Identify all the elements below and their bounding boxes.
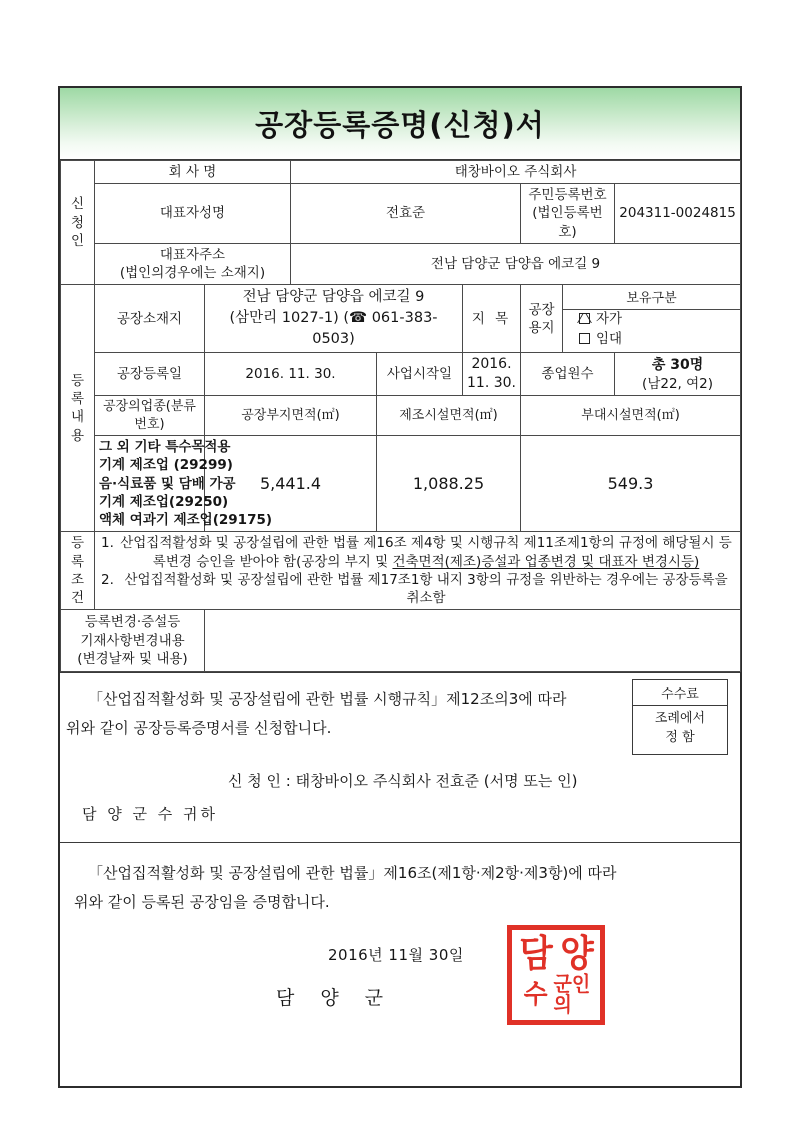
application-statement: 「산업집적활성화 및 공장설립에 관한 법률 시행규칙」제12조의3에 따라 위와 같이 공장등록증명서를 신청합니다. bbox=[66, 690, 567, 738]
label-change-content: 등록변경·증설등 기재사항변경내용 (변경날짜 및 내용) bbox=[61, 610, 205, 672]
page-title: 공장등록증명(신청)서 bbox=[255, 108, 545, 142]
label-reg-date: 공장등록일 bbox=[95, 353, 205, 396]
label-factory-location: 공장소재지 bbox=[95, 285, 205, 353]
checkbox-checked-icon[interactable] bbox=[579, 313, 590, 324]
title-banner bbox=[60, 88, 740, 160]
addressee-line: 담 양 군 수 귀하 bbox=[82, 804, 219, 823]
section-label-applicant: 신 청 인 bbox=[61, 161, 95, 285]
table-row-representative bbox=[61, 184, 741, 244]
label-start-date: 사업시작일 bbox=[377, 353, 463, 396]
value-company-name: 태창바이오 주식회사 bbox=[291, 161, 741, 184]
condition-item: 1. 산업집적활성화 및 공장설립에 관한 법률 제16조 제4항 및 시행규칙 제11조제1항의 규정에 해당될시 등록변경 승인을 받아야 함(공장의 부지 및 건축면적(제조)증설과 업종변경 및 대표자 변경시등) bbox=[101, 535, 732, 570]
applicant-signature-line: 신 청 인 : 태창바이오 주식회사 전효준 (서명 또는 인) bbox=[228, 771, 578, 790]
value-employees: 총 30명 (남22, 여2) bbox=[615, 353, 741, 396]
issue-date: 2016년 11월 30일 bbox=[328, 945, 464, 964]
table-row-area-values bbox=[61, 436, 741, 532]
label-fee: 수수료 bbox=[633, 680, 727, 706]
value-mfg-area: 1,088.25 bbox=[377, 436, 521, 532]
table-row-company-name bbox=[61, 161, 741, 184]
ownership-option-lease[interactable]: 임대 bbox=[563, 330, 740, 350]
checkbox-empty-icon[interactable] bbox=[579, 333, 590, 344]
value-reg-date: 2016. 11. 30. bbox=[205, 353, 377, 396]
certification-statement: 「산업집적활성화 및 공장설립에 관한 법률」제16조(제1항·제2항·제3항)에 따라 위와 같이 등록된 공장임을 증명합니다. bbox=[74, 864, 617, 912]
seal-characters: 담 양 수 군인의 bbox=[518, 932, 594, 1018]
value-aux-area: 549.3 bbox=[521, 436, 741, 532]
section-label-registration: 등 록 내 용 bbox=[61, 285, 95, 532]
issuing-authority: 담양군 bbox=[276, 986, 410, 1009]
header-mfg-area: 제조시설면적(㎡) bbox=[377, 396, 521, 436]
value-factory-location: 전남 담양군 담양읍 에코길 9 (삼만리 1027-1) (☎ 061-383-0503) bbox=[205, 285, 463, 353]
value-change-content[interactable] bbox=[205, 610, 741, 672]
header-site-area: 공장부지면적(㎡) bbox=[205, 396, 377, 436]
value-start-date: 2016. 11. 30. bbox=[463, 353, 521, 396]
table-row-change-content bbox=[61, 610, 741, 672]
table-row-rep-address bbox=[61, 243, 741, 284]
condition-item: 2. 산업집적활성화 및 공장설립에 관한 법률 제17조1항 내지 3항의 규정을 위반하는 경우에는 공장등록을 취소함 bbox=[101, 571, 728, 606]
official-seal-stamp bbox=[507, 925, 605, 1025]
label-employees: 종업원수 bbox=[521, 353, 615, 396]
table-row-area-headers bbox=[61, 396, 741, 436]
label-id-number: 주민등록번호 (법인등록번호) bbox=[521, 184, 615, 244]
table-row-factory-location bbox=[61, 285, 741, 353]
label-land-category: 지 목 bbox=[463, 285, 521, 353]
value-id-number: 204311-0024815 bbox=[615, 184, 741, 244]
table-row-dates-employees bbox=[61, 353, 741, 396]
section-label-conditions: 등 록 조 건 bbox=[61, 532, 95, 610]
header-industry: 공장의업종(분류번호) bbox=[95, 396, 205, 436]
value-site-area: 5,441.4 bbox=[205, 436, 377, 532]
label-factory-land: 공장 용지 bbox=[521, 285, 563, 353]
fee-box bbox=[632, 679, 728, 755]
ownership-option-own[interactable]: 자가 bbox=[563, 310, 740, 330]
value-rep-address: 전남 담양군 담양읍 에코길 9 bbox=[291, 243, 741, 284]
label-ownership: 보유구분 bbox=[563, 289, 740, 311]
ownership-group bbox=[563, 285, 741, 353]
label-rep-address: 대표자주소 (법인의경우에는 소재지) bbox=[95, 243, 291, 284]
value-rep-name: 전효준 bbox=[291, 184, 521, 244]
application-block bbox=[60, 672, 740, 842]
label-rep-name: 대표자성명 bbox=[95, 184, 291, 244]
label-company-name: 회 사 명 bbox=[95, 161, 291, 184]
value-conditions bbox=[95, 532, 741, 610]
main-form-table bbox=[60, 160, 741, 672]
header-aux-area: 부대시설면적(㎡) bbox=[521, 396, 741, 436]
table-row-conditions bbox=[61, 532, 741, 610]
certification-block bbox=[60, 842, 740, 1020]
certificate-document bbox=[58, 86, 742, 1088]
value-fee: 조례에서 정 함 bbox=[654, 711, 706, 746]
value-industry-list: 그 외 기타 특수목적용 기계 제조업 (29299) 음·식료품 및 담배 가공 기계 제조업(29250) 액체 여과기 제조업(29175) bbox=[95, 436, 205, 532]
